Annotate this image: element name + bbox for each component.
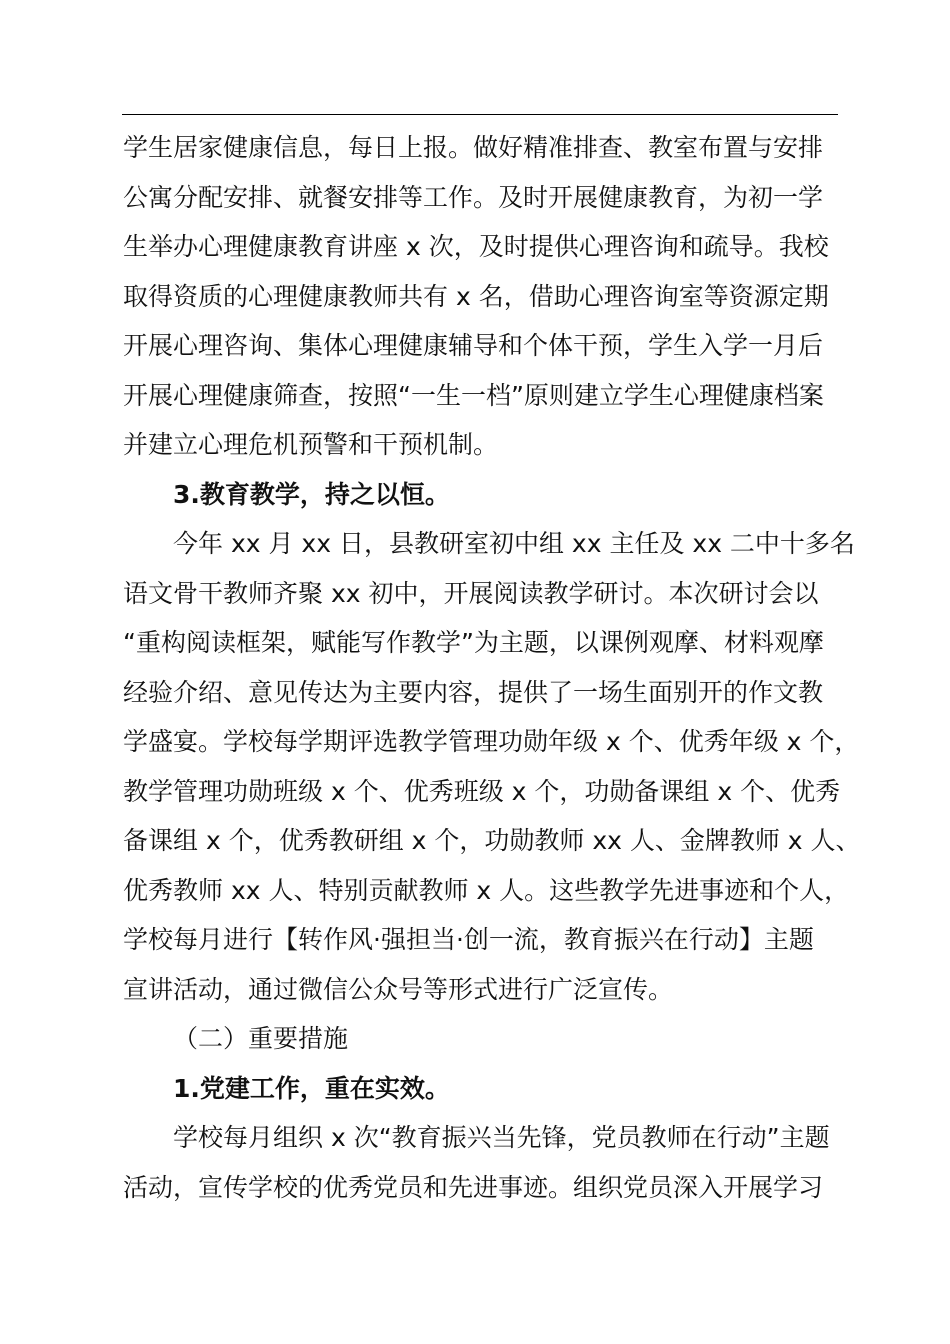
body-line-3: 生举办心理健康教育讲座 x 次，及时提供心理咨询和疏导。我校 — [123, 232, 829, 261]
body-line-18: 宣讲活动，通过微信公众号等形式进行广泛宣传。 — [123, 974, 674, 1004]
body-line-11: “重构阅读框架，赋能写作教学”为主题，以课例观摩、材料观摩 — [123, 628, 824, 657]
body-line-5: 开展心理咨询、集体心理健康辅导和个体干预，学生入学一月后 — [123, 331, 824, 360]
document-body — [123, 123, 863, 1212]
body-line-6: 开展心理健康筛查，按照“一生一档”原则建立学生心理健康档案 — [123, 380, 824, 410]
body-line-12: 经验介绍、意见传达为主要内容，提供了一场生面别开的作文教 — [123, 677, 824, 707]
body-line-2: 公寓分配安排、就餐安排等工作。及时开展健康教育，为初一学 — [123, 182, 824, 212]
body-line-9: 今年 xx 月 xx 日，县教研室初中组 xx 主任及 xx 二中十多名 — [173, 529, 855, 558]
section-heading-measures: （二）重要措施 — [173, 1024, 349, 1053]
section-heading-teaching: 3.教育教学，持之以恒。 — [173, 479, 450, 509]
header-rule — [122, 114, 838, 115]
body-line-1: 学生居家健康信息，每日上报。做好精准排查、教室布置与安排 — [123, 133, 824, 162]
section-heading-party-building: 1.党建工作，重在实效。 — [173, 1073, 450, 1103]
body-line-4: 取得资质的心理健康教师共有 x 名，借助心理咨询室等资源定期 — [123, 281, 829, 311]
body-line-16: 优秀教师 xx 人、特别贡献教师 x 人。这些教学先进事迹和个人， — [123, 875, 850, 905]
body-line-10: 语文骨干教师齐聚 xx 初中，开展阅读教学研讨。本次研讨会以 — [123, 578, 819, 608]
body-line-14: 教学管理功勋班级 x 个、优秀班级 x 个，功勋备课组 x 个、优秀 — [123, 776, 841, 806]
body-line-7: 并建立心理危机预警和干预机制。 — [123, 430, 499, 459]
body-line-17: 学校每月进行【转作风·强担当·创一流，教育振兴在行动】主题 — [123, 925, 814, 954]
body-line-15: 备课组 x 个，优秀教研组 x 个，功勋教师 xx 人、金牌教师 x 人、 — [123, 826, 861, 855]
body-line-13: 学盛宴。学校每学期评选教学管理功勋年级 x 个、优秀年级 x 个， — [123, 727, 860, 756]
body-line-22: 活动，宣传学校的优秀党员和先进事迹。组织党员深入开展学习 — [123, 1172, 824, 1202]
body-line-21: 学校每月组织 x 次“教育振兴当先锋，党员教师在行动”主题 — [173, 1123, 830, 1152]
